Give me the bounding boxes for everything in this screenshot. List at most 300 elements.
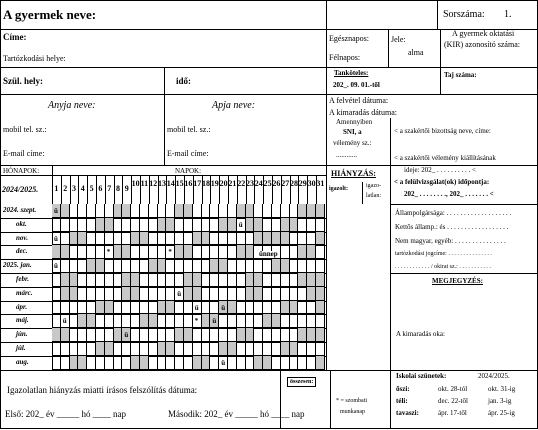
- attendance-cell[interactable]: [140, 342, 149, 356]
- attendance-cell[interactable]: [237, 301, 246, 315]
- attendance-cell[interactable]: [61, 245, 70, 259]
- attendance-cell[interactable]: [78, 342, 87, 356]
- attendance-cell[interactable]: [307, 218, 316, 232]
- attendance-cell[interactable]: [246, 259, 255, 273]
- attendance-cell[interactable]: [290, 342, 299, 356]
- attendance-cell[interactable]: [193, 245, 202, 259]
- attendance-cell[interactable]: [281, 356, 290, 370]
- attendance-cell[interactable]: [263, 342, 272, 356]
- attendance-cell[interactable]: [105, 287, 114, 301]
- attendance-cell[interactable]: [184, 204, 193, 218]
- attendance-cell[interactable]: [307, 356, 316, 370]
- attendance-cell[interactable]: [158, 301, 167, 315]
- attendance-cell[interactable]: [298, 259, 307, 273]
- attendance-cell[interactable]: [210, 245, 219, 259]
- attendance-cell[interactable]: [114, 232, 123, 246]
- attendance-cell[interactable]: [246, 342, 255, 356]
- attendance-cell[interactable]: [193, 259, 202, 273]
- attendance-cell[interactable]: [263, 356, 272, 370]
- attendance-cell[interactable]: [175, 245, 184, 259]
- attendance-cell[interactable]: [281, 204, 290, 218]
- attendance-cell[interactable]: [105, 232, 114, 246]
- attendance-cell[interactable]: [316, 259, 325, 273]
- attendance-cell[interactable]: [246, 204, 255, 218]
- attendance-cell[interactable]: [210, 328, 219, 342]
- attendance-cell[interactable]: [254, 218, 263, 232]
- attendance-cell[interactable]: [219, 328, 228, 342]
- attendance-cell[interactable]: [254, 342, 263, 356]
- attendance-cell[interactable]: [105, 259, 114, 273]
- attendance-cell[interactable]: [122, 232, 131, 246]
- attendance-cell[interactable]: [87, 342, 96, 356]
- attendance-cell[interactable]: [122, 273, 131, 287]
- attendance-cell[interactable]: [202, 342, 211, 356]
- attendance-cell[interactable]: [281, 287, 290, 301]
- attendance-cell[interactable]: [166, 287, 175, 301]
- attendance-cell[interactable]: [307, 232, 316, 246]
- attendance-cell[interactable]: [140, 314, 149, 328]
- attendance-cell[interactable]: [290, 356, 299, 370]
- attendance-cell[interactable]: [122, 259, 131, 273]
- attendance-cell[interactable]: [298, 342, 307, 356]
- attendance-cell[interactable]: [140, 273, 149, 287]
- attendance-cell[interactable]: [122, 245, 131, 259]
- attendance-cell[interactable]: [149, 314, 158, 328]
- attendance-cell[interactable]: [52, 342, 61, 356]
- attendance-cell[interactable]: [298, 328, 307, 342]
- attendance-cell[interactable]: [158, 356, 167, 370]
- attendance-cell[interactable]: [290, 287, 299, 301]
- attendance-cell[interactable]: [254, 232, 263, 246]
- attendance-cell[interactable]: [149, 273, 158, 287]
- attendance-cell[interactable]: [175, 328, 184, 342]
- attendance-cell[interactable]: [281, 273, 290, 287]
- attendance-cell[interactable]: [87, 301, 96, 315]
- attendance-cell[interactable]: [122, 218, 131, 232]
- attendance-cell[interactable]: [61, 232, 70, 246]
- attendance-cell[interactable]: [184, 232, 193, 246]
- attendance-cell[interactable]: [237, 356, 246, 370]
- attendance-cell[interactable]: [290, 273, 299, 287]
- attendance-cell[interactable]: [105, 342, 114, 356]
- attendance-cell[interactable]: [78, 328, 87, 342]
- attendance-cell[interactable]: [210, 287, 219, 301]
- attendance-cell[interactable]: [228, 204, 237, 218]
- attendance-cell[interactable]: [114, 218, 123, 232]
- attendance-cell[interactable]: [246, 301, 255, 315]
- attendance-cell[interactable]: [193, 328, 202, 342]
- attendance-cell[interactable]: [210, 301, 219, 315]
- attendance-cell[interactable]: [202, 356, 211, 370]
- attendance-cell[interactable]: [219, 273, 228, 287]
- attendance-cell[interactable]: [166, 342, 175, 356]
- attendance-cell[interactable]: [228, 342, 237, 356]
- attendance-cell[interactable]: [96, 342, 105, 356]
- attendance-cell[interactable]: [131, 314, 140, 328]
- attendance-cell[interactable]: [166, 259, 175, 273]
- attendance-cell[interactable]: [131, 218, 140, 232]
- attendance-cell[interactable]: [228, 301, 237, 315]
- attendance-cell[interactable]: [96, 204, 105, 218]
- attendance-cell[interactable]: [290, 218, 299, 232]
- attendance-cell[interactable]: [175, 356, 184, 370]
- attendance-cell[interactable]: [307, 342, 316, 356]
- attendance-cell[interactable]: [52, 287, 61, 301]
- attendance-cell[interactable]: [193, 204, 202, 218]
- attendance-cell[interactable]: [316, 356, 325, 370]
- attendance-cell[interactable]: [272, 314, 281, 328]
- attendance-cell[interactable]: [290, 245, 299, 259]
- attendance-cell[interactable]: [228, 287, 237, 301]
- attendance-cell[interactable]: [105, 356, 114, 370]
- attendance-cell[interactable]: [166, 273, 175, 287]
- attendance-cell[interactable]: [149, 245, 158, 259]
- attendance-cell[interactable]: [281, 218, 290, 232]
- attendance-cell[interactable]: [114, 204, 123, 218]
- attendance-cell[interactable]: [298, 314, 307, 328]
- attendance-cell[interactable]: [316, 245, 325, 259]
- attendance-cell[interactable]: [87, 218, 96, 232]
- attendance-cell[interactable]: [202, 314, 211, 328]
- attendance-cell[interactable]: [78, 273, 87, 287]
- attendance-cell[interactable]: [149, 232, 158, 246]
- attendance-cell[interactable]: [202, 232, 211, 246]
- attendance-cell[interactable]: [114, 259, 123, 273]
- attendance-cell[interactable]: [131, 301, 140, 315]
- attendance-cell[interactable]: [140, 301, 149, 315]
- attendance-cell[interactable]: [254, 328, 263, 342]
- attendance-cell[interactable]: [70, 218, 79, 232]
- attendance-cell[interactable]: [237, 232, 246, 246]
- attendance-cell[interactable]: [61, 287, 70, 301]
- attendance-cell[interactable]: [281, 328, 290, 342]
- attendance-cell[interactable]: [254, 314, 263, 328]
- attendance-cell[interactable]: [70, 259, 79, 273]
- attendance-cell[interactable]: [219, 218, 228, 232]
- attendance-cell[interactable]: [158, 218, 167, 232]
- attendance-cell[interactable]: [70, 342, 79, 356]
- attendance-cell[interactable]: [61, 342, 70, 356]
- attendance-cell[interactable]: [61, 301, 70, 315]
- attendance-cell[interactable]: [254, 259, 263, 273]
- attendance-cell[interactable]: [307, 273, 316, 287]
- attendance-cell[interactable]: [272, 342, 281, 356]
- attendance-cell[interactable]: [149, 218, 158, 232]
- attendance-cell[interactable]: [219, 259, 228, 273]
- attendance-cell[interactable]: [149, 328, 158, 342]
- attendance-cell[interactable]: [202, 259, 211, 273]
- attendance-cell[interactable]: [78, 245, 87, 259]
- attendance-cell[interactable]: [140, 356, 149, 370]
- attendance-cell[interactable]: [263, 259, 272, 273]
- attendance-cell[interactable]: [114, 245, 123, 259]
- attendance-cell[interactable]: [122, 356, 131, 370]
- attendance-cell[interactable]: [228, 232, 237, 246]
- attendance-cell[interactable]: [184, 287, 193, 301]
- attendance-cell[interactable]: [96, 287, 105, 301]
- attendance-cell[interactable]: [131, 342, 140, 356]
- attendance-cell[interactable]: [272, 273, 281, 287]
- attendance-cell[interactable]: [210, 273, 219, 287]
- attendance-cell[interactable]: [210, 204, 219, 218]
- attendance-cell[interactable]: [263, 204, 272, 218]
- attendance-cell[interactable]: [184, 314, 193, 328]
- attendance-cell[interactable]: [316, 232, 325, 246]
- attendance-cell[interactable]: [131, 232, 140, 246]
- attendance-cell[interactable]: [307, 204, 316, 218]
- attendance-cell[interactable]: [307, 287, 316, 301]
- attendance-cell[interactable]: [140, 287, 149, 301]
- attendance-cell[interactable]: [78, 287, 87, 301]
- attendance-cell[interactable]: [78, 356, 87, 370]
- attendance-cell[interactable]: [140, 204, 149, 218]
- attendance-cell[interactable]: [281, 314, 290, 328]
- attendance-cell[interactable]: [219, 232, 228, 246]
- attendance-cell[interactable]: [87, 245, 96, 259]
- attendance-cell[interactable]: [219, 204, 228, 218]
- attendance-cell[interactable]: [158, 232, 167, 246]
- attendance-cell[interactable]: [290, 232, 299, 246]
- attendance-cell[interactable]: [228, 259, 237, 273]
- attendance-cell[interactable]: [131, 259, 140, 273]
- attendance-cell[interactable]: [272, 328, 281, 342]
- attendance-cell[interactable]: [166, 328, 175, 342]
- attendance-cell[interactable]: [96, 232, 105, 246]
- attendance-cell[interactable]: [290, 204, 299, 218]
- attendance-cell[interactable]: [228, 245, 237, 259]
- attendance-cell[interactable]: [202, 245, 211, 259]
- attendance-cell[interactable]: [246, 273, 255, 287]
- attendance-cell[interactable]: [184, 273, 193, 287]
- attendance-cell[interactable]: [193, 232, 202, 246]
- attendance-cell[interactable]: [175, 232, 184, 246]
- attendance-cell[interactable]: [219, 342, 228, 356]
- attendance-cell[interactable]: [105, 273, 114, 287]
- attendance-cell[interactable]: [140, 328, 149, 342]
- attendance-cell[interactable]: [78, 204, 87, 218]
- attendance-cell[interactable]: [96, 356, 105, 370]
- attendance-cell[interactable]: [140, 232, 149, 246]
- attendance-cell[interactable]: [246, 287, 255, 301]
- attendance-cell[interactable]: [122, 204, 131, 218]
- attendance-cell[interactable]: [122, 314, 131, 328]
- attendance-cell[interactable]: [175, 204, 184, 218]
- attendance-cell[interactable]: [166, 232, 175, 246]
- attendance-cell[interactable]: [210, 259, 219, 273]
- attendance-cell[interactable]: [149, 259, 158, 273]
- attendance-cell[interactable]: [193, 342, 202, 356]
- attendance-cell[interactable]: [166, 204, 175, 218]
- attendance-cell[interactable]: [158, 273, 167, 287]
- attendance-cell[interactable]: [114, 314, 123, 328]
- attendance-cell[interactable]: [52, 245, 61, 259]
- attendance-cell[interactable]: [272, 301, 281, 315]
- attendance-cell[interactable]: [298, 273, 307, 287]
- attendance-cell[interactable]: [105, 218, 114, 232]
- attendance-cell[interactable]: [307, 328, 316, 342]
- attendance-cell[interactable]: [87, 328, 96, 342]
- attendance-cell[interactable]: [166, 356, 175, 370]
- attendance-cell[interactable]: [281, 245, 290, 259]
- attendance-cell[interactable]: [298, 287, 307, 301]
- attendance-cell[interactable]: [87, 259, 96, 273]
- attendance-cell[interactable]: [254, 287, 263, 301]
- attendance-cell[interactable]: [70, 273, 79, 287]
- attendance-cell[interactable]: [131, 356, 140, 370]
- attendance-cell[interactable]: [202, 301, 211, 315]
- attendance-cell[interactable]: [70, 301, 79, 315]
- attendance-cell[interactable]: [316, 273, 325, 287]
- attendance-cell[interactable]: [122, 301, 131, 315]
- attendance-cell[interactable]: [52, 314, 61, 328]
- attendance-cell[interactable]: [184, 328, 193, 342]
- attendance-cell[interactable]: [70, 287, 79, 301]
- attendance-cell[interactable]: [105, 204, 114, 218]
- attendance-cell[interactable]: [272, 356, 281, 370]
- attendance-cell[interactable]: [316, 204, 325, 218]
- attendance-cell[interactable]: [272, 218, 281, 232]
- attendance-cell[interactable]: [237, 328, 246, 342]
- attendance-cell[interactable]: [210, 218, 219, 232]
- attendance-cell[interactable]: [105, 301, 114, 315]
- attendance-cell[interactable]: [52, 301, 61, 315]
- attendance-cell[interactable]: [149, 301, 158, 315]
- attendance-cell[interactable]: [158, 259, 167, 273]
- attendance-cell[interactable]: [316, 314, 325, 328]
- attendance-cell[interactable]: [96, 259, 105, 273]
- attendance-cell[interactable]: [237, 314, 246, 328]
- attendance-cell[interactable]: [237, 259, 246, 273]
- attendance-cell[interactable]: [158, 314, 167, 328]
- attendance-cell[interactable]: [237, 245, 246, 259]
- attendance-cell[interactable]: [246, 245, 255, 259]
- attendance-cell[interactable]: [254, 204, 263, 218]
- attendance-cell[interactable]: [158, 204, 167, 218]
- attendance-cell[interactable]: [298, 232, 307, 246]
- attendance-cell[interactable]: [158, 328, 167, 342]
- attendance-cell[interactable]: [175, 259, 184, 273]
- attendance-cell[interactable]: [298, 356, 307, 370]
- attendance-cell[interactable]: [298, 245, 307, 259]
- attendance-cell[interactable]: [184, 218, 193, 232]
- attendance-cell[interactable]: [122, 287, 131, 301]
- attendance-cell[interactable]: [263, 301, 272, 315]
- attendance-cell[interactable]: [166, 301, 175, 315]
- attendance-cell[interactable]: [272, 287, 281, 301]
- attendance-cell[interactable]: [184, 245, 193, 259]
- attendance-cell[interactable]: [246, 218, 255, 232]
- attendance-cell[interactable]: [52, 328, 61, 342]
- attendance-cell[interactable]: [175, 342, 184, 356]
- attendance-cell[interactable]: [219, 314, 228, 328]
- attendance-cell[interactable]: [149, 287, 158, 301]
- attendance-cell[interactable]: [131, 273, 140, 287]
- attendance-cell[interactable]: [131, 245, 140, 259]
- attendance-cell[interactable]: [246, 314, 255, 328]
- attendance-cell[interactable]: [158, 245, 167, 259]
- attendance-cell[interactable]: [228, 218, 237, 232]
- attendance-cell[interactable]: [237, 273, 246, 287]
- attendance-cell[interactable]: [202, 287, 211, 301]
- attendance-cell[interactable]: [70, 245, 79, 259]
- attendance-cell[interactable]: [193, 218, 202, 232]
- attendance-cell[interactable]: [78, 218, 87, 232]
- attendance-cell[interactable]: [210, 232, 219, 246]
- attendance-cell[interactable]: [70, 356, 79, 370]
- attendance-cell[interactable]: [78, 259, 87, 273]
- attendance-cell[interactable]: [202, 328, 211, 342]
- attendance-cell[interactable]: [298, 301, 307, 315]
- attendance-cell[interactable]: [193, 356, 202, 370]
- attendance-cell[interactable]: [131, 204, 140, 218]
- attendance-cell[interactable]: [219, 245, 228, 259]
- attendance-cell[interactable]: [263, 218, 272, 232]
- attendance-cell[interactable]: [96, 301, 105, 315]
- attendance-cell[interactable]: [105, 328, 114, 342]
- attendance-cell[interactable]: [298, 218, 307, 232]
- attendance-cell[interactable]: [290, 328, 299, 342]
- attendance-cell[interactable]: [175, 314, 184, 328]
- attendance-cell[interactable]: [61, 356, 70, 370]
- attendance-cell[interactable]: [254, 273, 263, 287]
- attendance-cell[interactable]: [307, 301, 316, 315]
- attendance-cell[interactable]: [158, 342, 167, 356]
- attendance-cell[interactable]: [52, 218, 61, 232]
- attendance-cell[interactable]: [307, 259, 316, 273]
- attendance-cell[interactable]: [281, 259, 290, 273]
- attendance-cell[interactable]: [219, 287, 228, 301]
- attendance-cell[interactable]: [96, 273, 105, 287]
- attendance-cell[interactable]: [281, 342, 290, 356]
- attendance-cell[interactable]: [272, 204, 281, 218]
- attendance-cell[interactable]: [96, 314, 105, 328]
- attendance-cell[interactable]: [263, 232, 272, 246]
- attendance-cell[interactable]: [202, 273, 211, 287]
- attendance-cell[interactable]: [61, 204, 70, 218]
- attendance-cell[interactable]: [193, 287, 202, 301]
- attendance-cell[interactable]: [87, 232, 96, 246]
- attendance-cell[interactable]: [202, 218, 211, 232]
- attendance-cell[interactable]: [184, 259, 193, 273]
- attendance-cell[interactable]: [210, 356, 219, 370]
- attendance-cell[interactable]: [175, 301, 184, 315]
- attendance-cell[interactable]: [122, 342, 131, 356]
- attendance-cell[interactable]: [96, 328, 105, 342]
- attendance-cell[interactable]: [87, 273, 96, 287]
- attendance-cell[interactable]: [246, 356, 255, 370]
- attendance-cell[interactable]: [254, 301, 263, 315]
- attendance-cell[interactable]: [96, 218, 105, 232]
- attendance-cell[interactable]: [290, 301, 299, 315]
- attendance-cell[interactable]: [307, 314, 316, 328]
- attendance-cell[interactable]: [263, 287, 272, 301]
- attendance-cell[interactable]: [70, 314, 79, 328]
- attendance-cell[interactable]: [166, 218, 175, 232]
- attendance-cell[interactable]: [87, 356, 96, 370]
- attendance-cell[interactable]: [228, 356, 237, 370]
- attendance-cell[interactable]: [78, 314, 87, 328]
- attendance-cell[interactable]: [114, 356, 123, 370]
- attendance-cell[interactable]: [70, 328, 79, 342]
- attendance-cell[interactable]: [316, 287, 325, 301]
- attendance-cell[interactable]: [114, 301, 123, 315]
- attendance-cell[interactable]: [140, 245, 149, 259]
- attendance-cell[interactable]: [149, 356, 158, 370]
- attendance-cell[interactable]: [149, 342, 158, 356]
- attendance-cell[interactable]: [281, 301, 290, 315]
- attendance-cell[interactable]: [237, 342, 246, 356]
- attendance-cell[interactable]: [298, 204, 307, 218]
